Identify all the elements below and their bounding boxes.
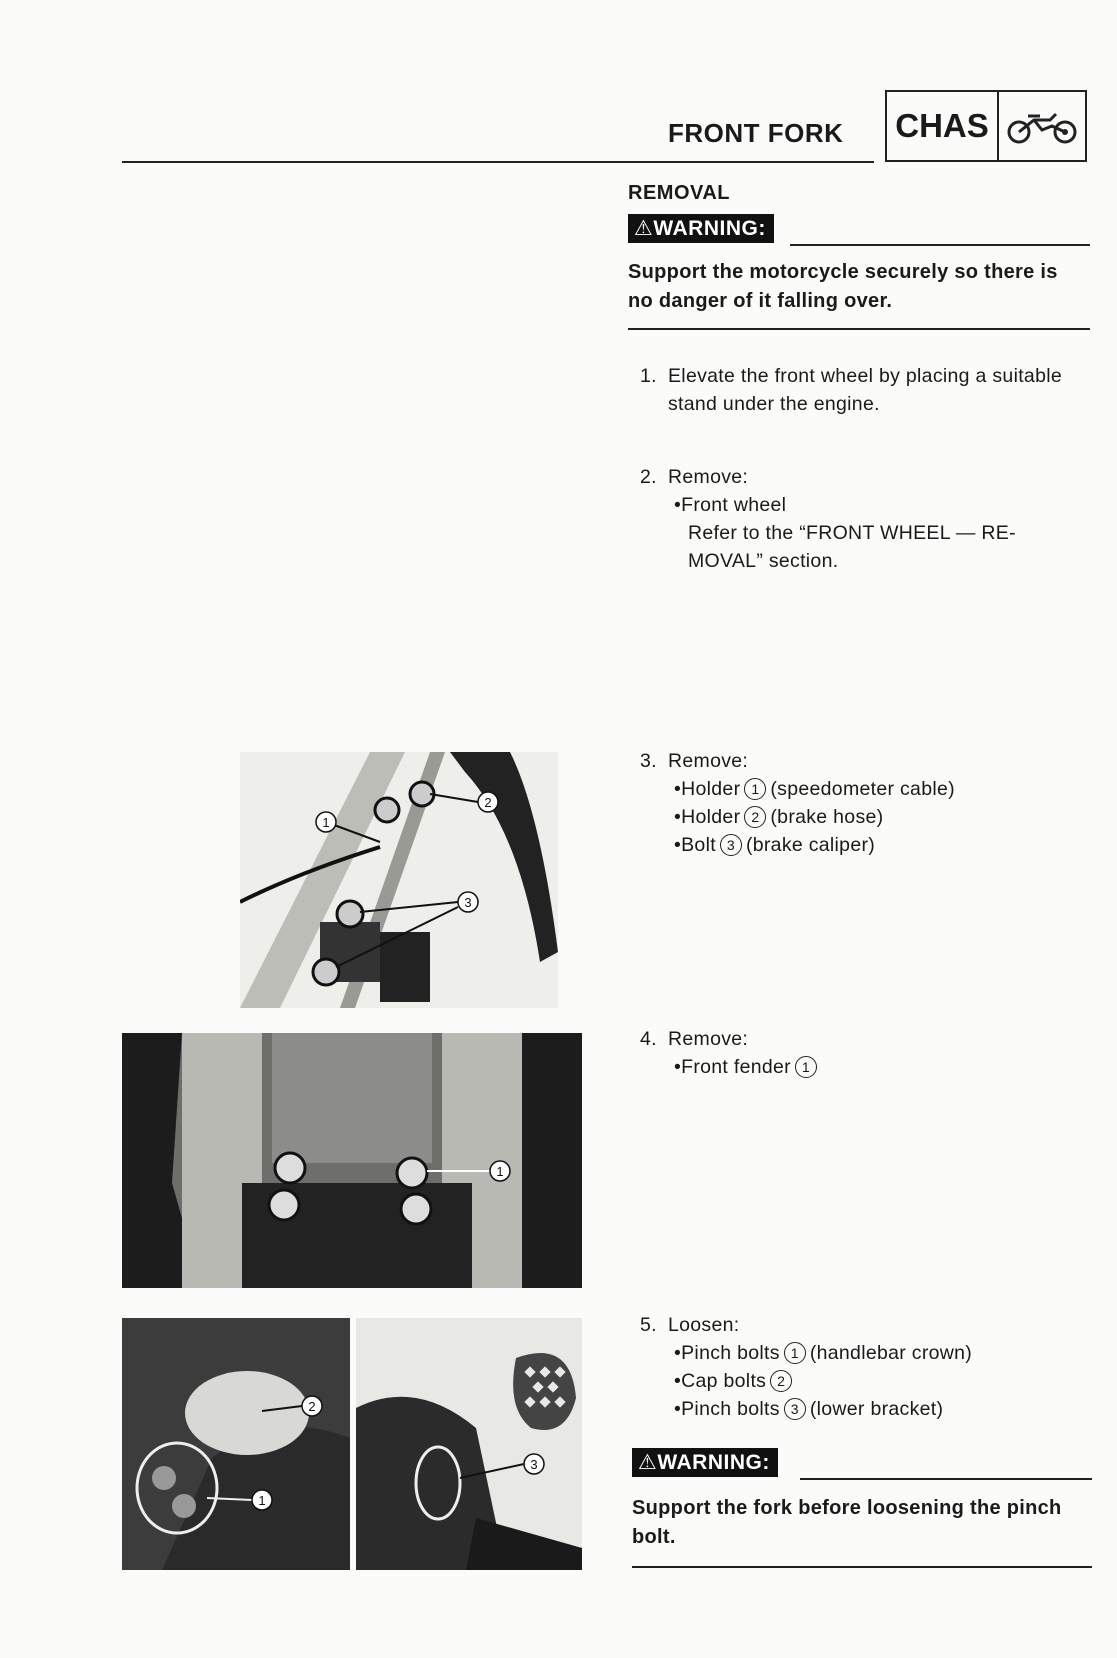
list-item: •Bolt 3 (brake caliper) bbox=[674, 834, 876, 856]
warning-rule bbox=[790, 244, 1090, 246]
section-title: REMOVAL bbox=[628, 182, 731, 204]
step-1: 1. Elevate the front wheel by placing a suitable stand under the engine. bbox=[640, 365, 1062, 415]
chapter-code: CHAS bbox=[887, 92, 999, 160]
warning-bottom-rule-2 bbox=[632, 1566, 1092, 1568]
photo-lower-bracket bbox=[356, 1318, 582, 1570]
callout-label: 2 bbox=[484, 795, 492, 810]
callout-label: 1 bbox=[258, 1493, 266, 1508]
list-item: •Holder 2 (brake hose) bbox=[674, 806, 884, 828]
reference-text: Refer to the “FRONT WHEEL — RE- bbox=[688, 522, 1016, 544]
warning-text: Support the motorcycle securely so there is no danger of it falling over. bbox=[628, 261, 1058, 312]
photo-handlebar-crown bbox=[122, 1318, 350, 1570]
step-3: 3. Remove: •Holder 1 (speedometer cable) •Holder 2 (brake hose) •Bolt 3 (brake caliper) bbox=[640, 747, 1100, 859]
photo-brake-caliper bbox=[240, 752, 558, 1008]
header-rule bbox=[122, 161, 874, 163]
step-4: 4. Remove: •Front fender 1 bbox=[640, 1025, 1100, 1081]
list-item: •Front fender 1 bbox=[640, 1053, 1100, 1081]
warning-rule-2 bbox=[800, 1478, 1092, 1480]
list-item: •Pinch bolts 3 (lower bracket) bbox=[674, 1398, 944, 1420]
list-item: •Holder 1 (speedometer cable) bbox=[674, 778, 955, 800]
callout-label: 1 bbox=[322, 815, 330, 830]
page-title: FRONT FORK bbox=[668, 118, 844, 148]
chapter-badge bbox=[885, 90, 1087, 162]
callout-label: 3 bbox=[464, 895, 472, 910]
warning-bottom-rule bbox=[628, 328, 1090, 330]
list-item: •Cap bolts 2 bbox=[640, 1367, 1100, 1395]
motorcycle-icon bbox=[999, 92, 1085, 160]
step-5: 5. Loosen: •Pinch bolts 1 (handlebar crown) •Cap bolts 2 •Pinch bolts 3 (lower bracket) bbox=[640, 1311, 1100, 1423]
step-2: 2. Remove: •Front wheel Refer to the “FRONT WHEEL — RE- MOVAL” section. bbox=[640, 463, 1100, 575]
callout-label: 1 bbox=[496, 1164, 504, 1179]
photo-front-fender bbox=[122, 1033, 582, 1288]
warning-label: ⚠WARNING: bbox=[628, 214, 774, 243]
warning-text-2: Support the fork before loosening the pinch bolt. bbox=[632, 1497, 1062, 1548]
callout-label: 2 bbox=[308, 1399, 316, 1414]
callout-label: 3 bbox=[530, 1457, 538, 1472]
list-item: •Pinch bolts 1 (handlebar crown) bbox=[674, 1342, 973, 1364]
warning-label-2: ⚠WARNING: bbox=[632, 1448, 778, 1477]
